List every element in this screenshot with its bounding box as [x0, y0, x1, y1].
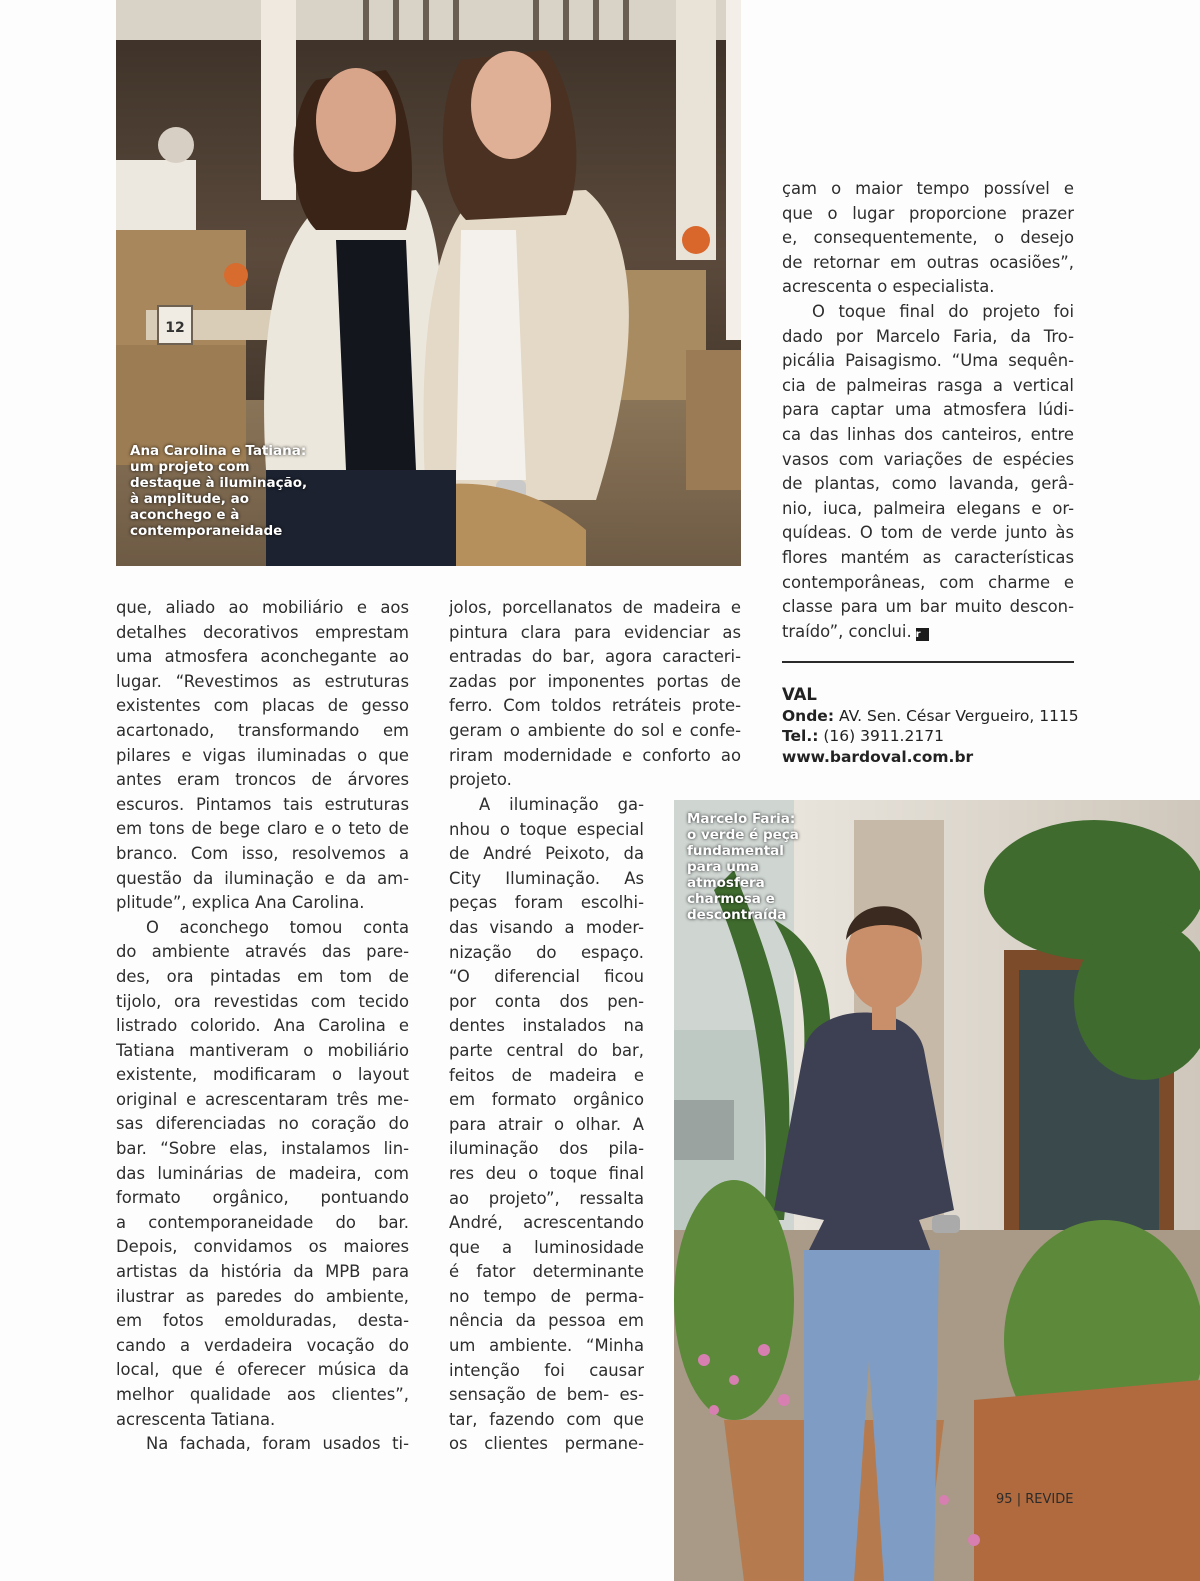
text-line: artistas da história da MPB para — [116, 1262, 409, 1282]
text-line: parte central do bar, — [449, 1040, 644, 1060]
text-line: que a luminosidade — [449, 1237, 644, 1257]
photo2-caption — [687, 811, 799, 923]
text-line: Tatiana mantiveram o mobiliário — [116, 1040, 409, 1060]
text-line: tijolo, ora revestidas com tecido — [116, 991, 409, 1011]
text-line: plitude”, explica Ana Carolina. — [116, 893, 365, 913]
text-line: das visando a moder- — [449, 917, 644, 937]
text-line: entradas do bar, agora caracteri- — [449, 647, 741, 667]
venue-website[interactable]: www.bardoval.com.br — [782, 747, 974, 766]
text-line: quídeas. O tom de verde junto às — [782, 523, 1074, 543]
text-line: um ambiente. “Minha — [449, 1336, 644, 1356]
text-line: riram modernidade e conforto ao — [449, 745, 741, 765]
text-line: O aconchego tomou conta — [146, 917, 409, 937]
text-line: lugar. “Revestimos as estruturas — [116, 671, 409, 691]
page-number: 95 — [996, 1492, 1013, 1507]
text-line: dado por Marcelo Faria, da Tro- — [782, 326, 1074, 346]
text-line: cia de palmeiras rasga a vertical — [782, 375, 1074, 395]
photo-ana-carolina-tatiana — [116, 0, 741, 566]
text-line: das luminárias de madeira, com — [116, 1163, 409, 1183]
text-line: des, ora pintadas em tom de — [116, 966, 409, 986]
text-line: nio, iuca, palmeira elegans e or- — [782, 498, 1074, 518]
text-line: contemporâneas, com charme e — [782, 572, 1074, 592]
text-line: André, acrescentando — [449, 1213, 644, 1233]
divider — [782, 661, 1074, 663]
magazine-name: REVIDE — [1025, 1492, 1074, 1507]
text-line: tar, fazendo com que — [449, 1409, 644, 1429]
text-line: intenção foi causar — [449, 1360, 644, 1380]
caption-line: à amplitude, ao — [130, 491, 250, 507]
text-line: e, consequentemente, o desejo — [782, 228, 1074, 248]
text-line: original e acrescentaram três me- — [116, 1089, 409, 1109]
text-line: uma atmosfera aconchegante ao — [116, 647, 409, 667]
text-line: em formato orgânico — [449, 1090, 644, 1110]
caption-line: contemporaneidade — [130, 523, 283, 539]
page-folio — [996, 1492, 1073, 1507]
text-line: existente, modificaram o layout — [116, 1065, 409, 1085]
last-text: traído”, conclui. — [782, 621, 912, 641]
text-line: pintura clara para evidenciar as — [449, 622, 741, 642]
text-line: branco. Com isso, resolvemos a — [116, 843, 409, 863]
text-line: para atrair o olhar. A — [449, 1114, 644, 1134]
text-line: local, que é oferecer música da — [116, 1360, 409, 1380]
text-line: “O diferencial ficou — [449, 967, 644, 987]
text-line: nência da pessoa em — [449, 1311, 644, 1331]
caption-line: para uma — [687, 859, 760, 875]
text-line — [782, 620, 1074, 645]
caption-line: fundamental — [687, 843, 784, 859]
folio-separator: | — [1016, 1492, 1022, 1507]
text-line: a contemporaneidade do bar. — [116, 1212, 409, 1232]
text-line: acrescenta Tatiana. — [116, 1409, 276, 1429]
text-line: sas diferenciadas no coração do — [116, 1114, 409, 1134]
text-line: picália Paisagismo. “Uma sequên- — [782, 351, 1074, 371]
text-line: iluminação dos pila- — [449, 1139, 644, 1159]
text-line: questão da iluminação e da am- — [116, 868, 409, 888]
text-line: no tempo de perma- — [449, 1286, 644, 1306]
venue-phone — [782, 726, 1082, 747]
caption-line: descontraída — [687, 907, 787, 923]
text-line: sensação de bem- es- — [449, 1385, 644, 1405]
text-line: que o lugar proporcione prazer — [782, 203, 1074, 223]
caption-line: Ana Carolina e Tatiana: — [130, 443, 307, 459]
text-line: melhor qualidade aos clientes”, — [116, 1385, 409, 1404]
article-column-1 — [116, 596, 409, 1457]
text-line: Na fachada, foram usados ti- — [146, 1434, 409, 1454]
text-line: flores mantém as características — [782, 547, 1074, 567]
text-line: O toque final do projeto foi — [812, 301, 1074, 321]
caption-line: destaque à iluminação, — [130, 475, 308, 491]
text-line: A iluminação ga- — [479, 795, 644, 814]
caption-line: aconchego e à — [130, 507, 240, 523]
text-line: existentes com placas de gesso — [116, 696, 409, 716]
venue-name: VAL — [782, 685, 817, 704]
text-line: em fotos emolduradas, desta- — [116, 1311, 409, 1331]
text-line: é fator determinante — [449, 1262, 644, 1282]
text-line: jolos, porcellanatos de madeira e — [449, 598, 741, 617]
article-column-2-narrow — [449, 793, 644, 1457]
photo1-caption — [130, 443, 307, 539]
venue-address — [782, 706, 1082, 727]
text-line: bar. “Sobre elas, instalamos lin- — [116, 1139, 409, 1159]
address-label: Onde: — [782, 706, 835, 725]
text-line: vasos com variações de espécies — [782, 449, 1074, 469]
text-line: em tons de bege claro e o teto de — [116, 819, 409, 839]
table-number: 12 — [165, 320, 185, 336]
text-line: acrescenta o especialista. — [782, 277, 995, 297]
text-line: geram o ambiente do sol e confe- — [449, 720, 741, 740]
text-line: ca das linhas dos canteiros, entre — [782, 424, 1074, 444]
text-line: do ambiente através das pare- — [116, 942, 409, 962]
text-line: de plantas, como lavanda, gerâ- — [782, 474, 1074, 494]
venue-info — [782, 685, 1082, 767]
article-column-2 — [449, 596, 741, 793]
text-line: os clientes permane- — [449, 1434, 644, 1454]
text-line: nização do espaço. — [449, 942, 644, 962]
text-line: de André Peixoto, da — [449, 844, 644, 864]
text-line: ilustrar as paredes do ambiente, — [116, 1286, 409, 1306]
text-line: que, aliado ao mobiliário e aos — [116, 598, 409, 617]
text-line: para captar uma atmosfera lúdi- — [782, 400, 1074, 420]
end-mark-icon: r — [916, 628, 929, 641]
text-line: Depois, convidamos os maiores — [116, 1237, 409, 1257]
article-column-3 — [782, 177, 1074, 644]
text-line: formato orgânico, pontuando — [116, 1188, 409, 1208]
text-line: City Iluminação. As — [449, 868, 644, 888]
text-line: ao projeto”, ressalta — [449, 1188, 644, 1208]
text-line: listrado colorido. Ana Carolina e — [116, 1016, 409, 1036]
photo-marcelo-faria — [674, 800, 1200, 1581]
caption-line: atmosfera — [687, 875, 765, 891]
text-line: ferro. Com toldos retráteis prote- — [449, 696, 741, 716]
text-line: detalhes decorativos emprestam — [116, 622, 409, 642]
text-line: de retornar em outras ocasiões”, — [782, 252, 1074, 272]
text-line: cando a verdadeira vocação do — [116, 1335, 409, 1355]
text-line: projeto. — [449, 770, 512, 790]
text-line: classe para um bar muito descon- — [782, 597, 1074, 617]
text-line: peças foram escolhi- — [449, 893, 644, 913]
text-line: pilares e vigas iluminadas o que — [116, 745, 409, 765]
text-line: por conta dos pen- — [449, 991, 644, 1011]
text-line: zadas por imponentes portas de — [449, 671, 741, 691]
text-line: feitos de madeira e — [449, 1065, 644, 1085]
caption-line: o verde é peça — [687, 827, 799, 843]
phone-value: (16) 3911.2171 — [818, 727, 944, 745]
text-line: çam o maior tempo possível e — [782, 179, 1074, 198]
text-line: escuros. Pintamos tais estruturas — [116, 794, 409, 814]
caption-line: Marcelo Faria: — [687, 811, 796, 827]
text-line: nhou o toque especial — [449, 819, 644, 839]
text-line: antes eram troncos de árvores — [116, 770, 409, 790]
phone-label: Tel.: — [782, 727, 819, 745]
caption-line: um projeto com — [130, 459, 250, 475]
text-line: res deu o toque final — [449, 1163, 644, 1183]
address-value: AV. Sen. César Vergueiro, 1115 — [834, 706, 1079, 725]
text-line: acartonado, transformando em — [116, 720, 409, 740]
text-line: dentes instalados na — [449, 1016, 644, 1036]
caption-line: charmosa e — [687, 891, 775, 907]
